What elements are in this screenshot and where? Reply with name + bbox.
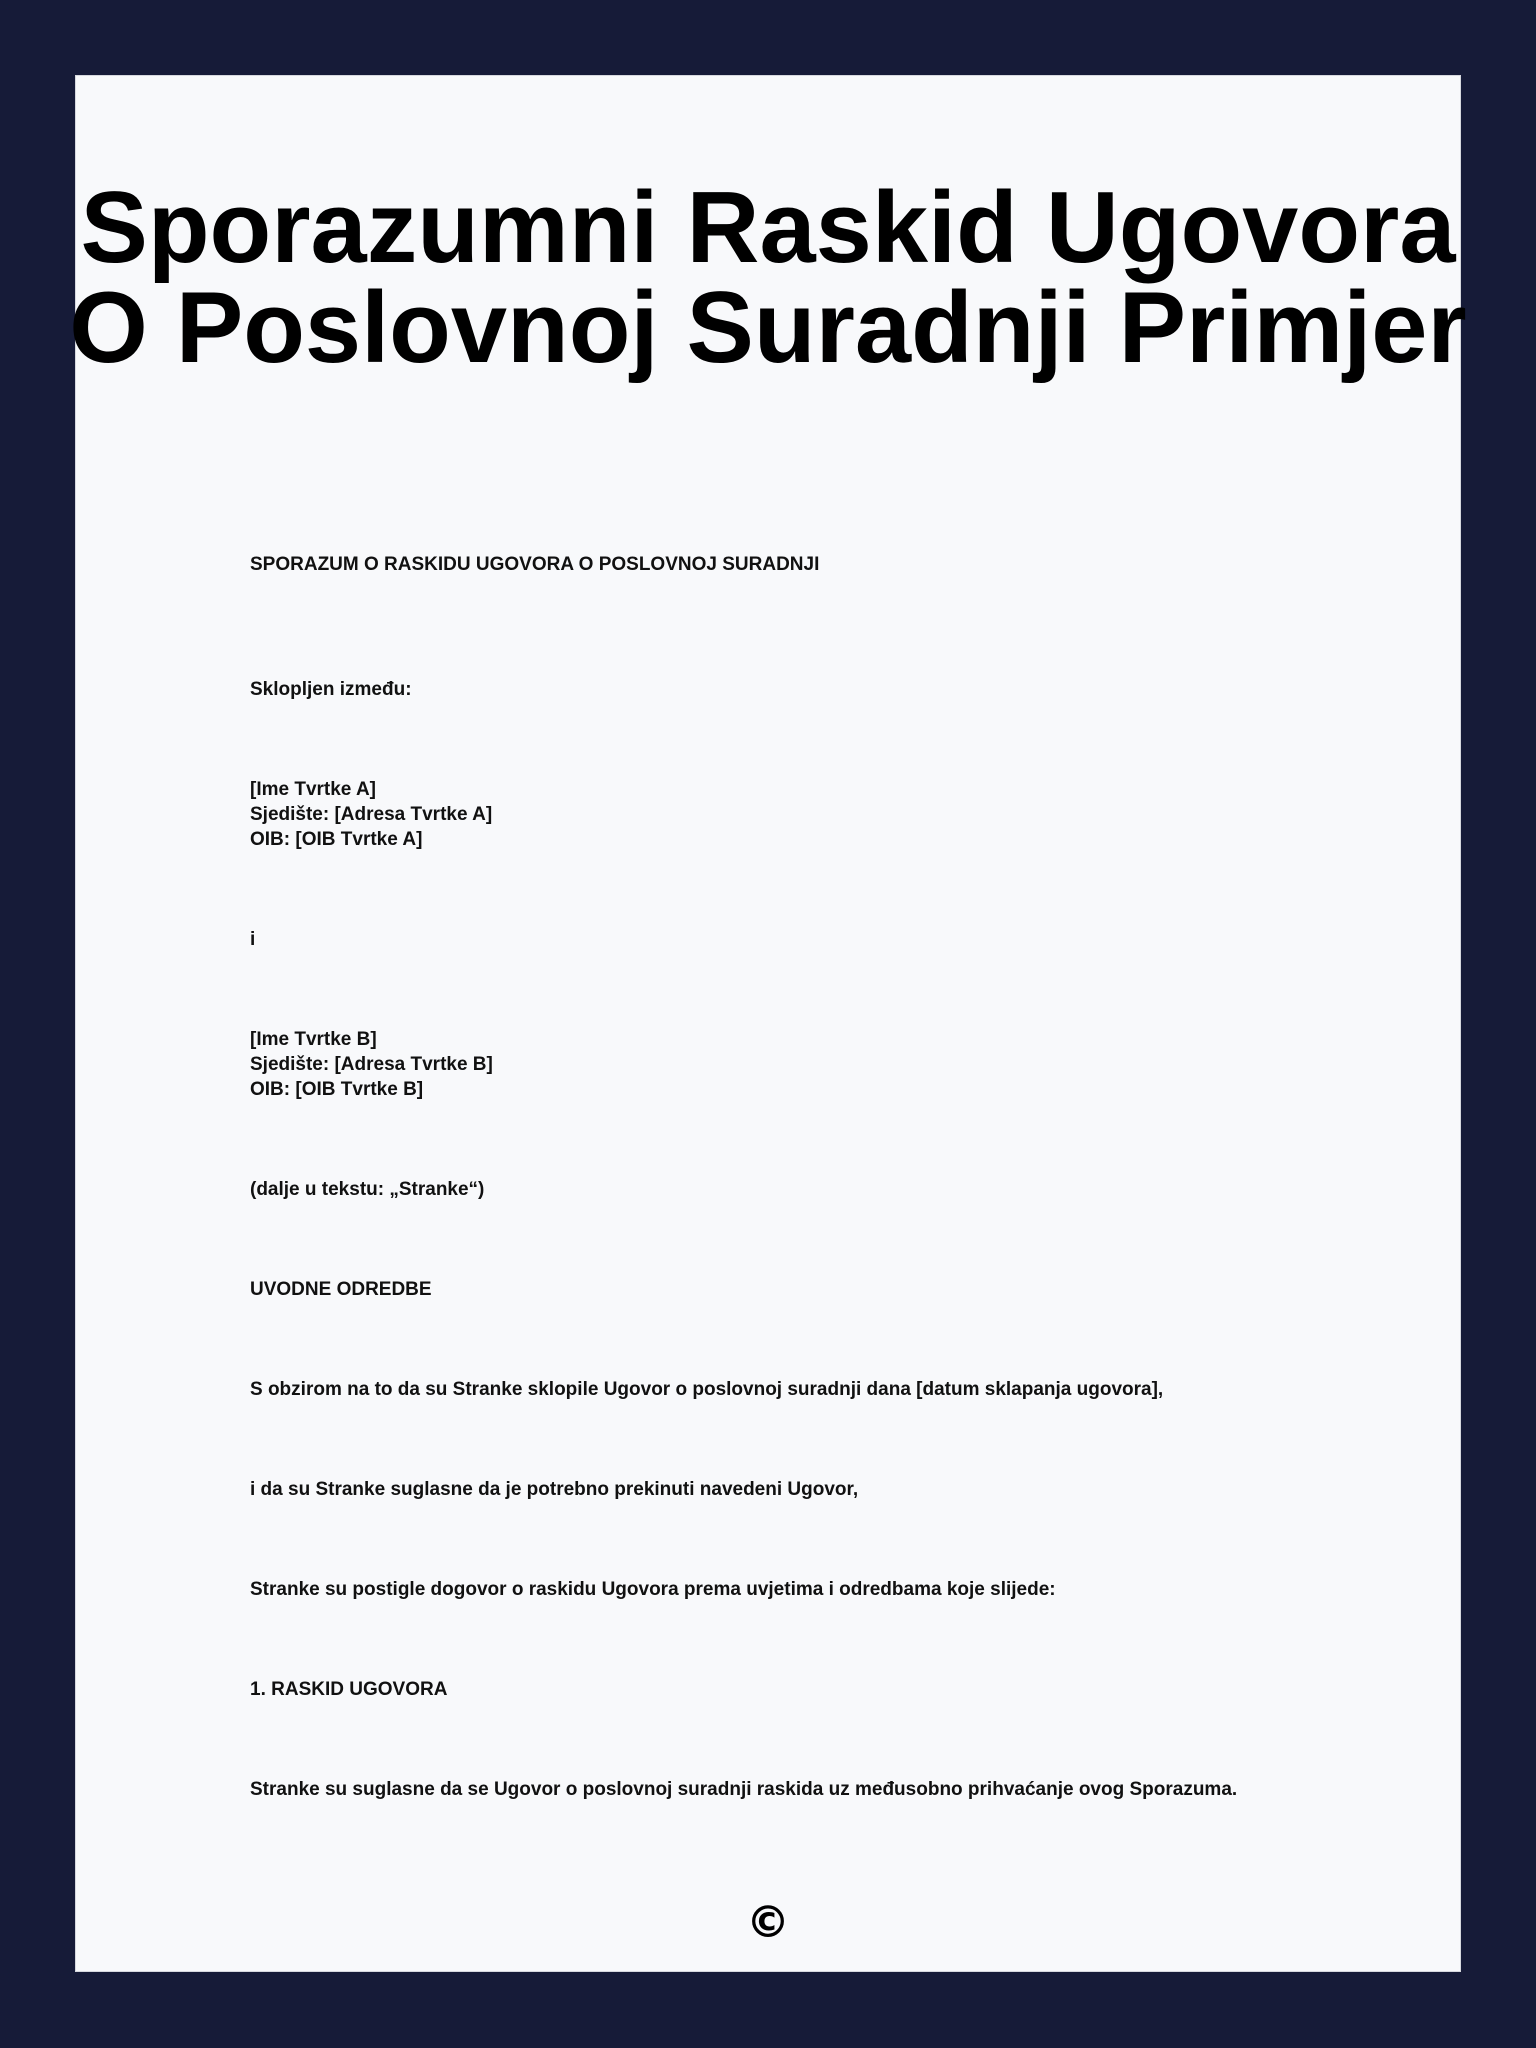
agreement-heading [250,552,1260,577]
party-b-block [250,1027,1260,1102]
document-title [0,172,1536,384]
and-word [250,927,1260,952]
party-a-oib: OIB: [OIB Tvrtke A] [250,829,423,850]
copyright-icon: © [746,1897,790,1948]
party-b-address: Sjedište: [Adresa Tvrtke B] [250,1054,493,1075]
title-line-2: O Poslovnoj Suradnji Primjer [69,272,1467,384]
party-a-address: Sjedište: [Adresa Tvrtke A] [250,804,493,825]
section-1-heading [250,1677,1260,1702]
party-b-name: [Ime Tvrtke B] [250,1029,377,1050]
intro-paragraph-3-text: Stranke su postigle dogovor o raskidu Ugovora prema uvjetima i odredbama koje slijede: [250,1579,1056,1600]
party-a-block [250,777,1260,852]
concluded-between [250,677,1260,702]
party-b-oib: OIB: [OIB Tvrtke B] [250,1079,424,1100]
intro-paragraph-1 [250,1377,1260,1402]
section-1-paragraph-1 [250,1777,1250,1802]
agreement-heading-text: SPORAZUM O RASKIDU UGOVORA O POSLOVNOJ SURADNJI [250,554,820,575]
intro-heading-text: UVODNE ODREDBE [250,1279,432,1300]
and-word-text: i [250,929,256,950]
intro-paragraph-1-text: S obzirom na to da su Stranke sklopile Ugovor o poslovnoj suradnji dana [datum sklapanja ugovora], [250,1379,1164,1400]
party-a-name: [Ime Tvrtke A] [250,779,376,800]
concluded-between-text: Sklopljen između: [250,679,412,700]
section-1-paragraph-1-text: Stranke su suglasne da se Ugovor o poslovnoj suradnji raskida uz međusobno prihvaćanje ovog Sporazuma. [250,1779,1238,1800]
parties-note [250,1177,1260,1202]
intro-heading [250,1277,1260,1302]
intro-paragraph-2 [250,1477,1260,1502]
intro-paragraph-2-text: i da su Stranke suglasne da je potrebno prekinuti navedeni Ugovor, [250,1479,859,1500]
section-1-heading-text: 1. RASKID UGOVORA [250,1679,448,1700]
parties-note-text: (dalje u tekstu: „Stranke“) [250,1179,485,1200]
intro-paragraph-3 [250,1577,1260,1602]
title-line-1: Sporazumni Raskid Ugovora [80,172,1456,284]
